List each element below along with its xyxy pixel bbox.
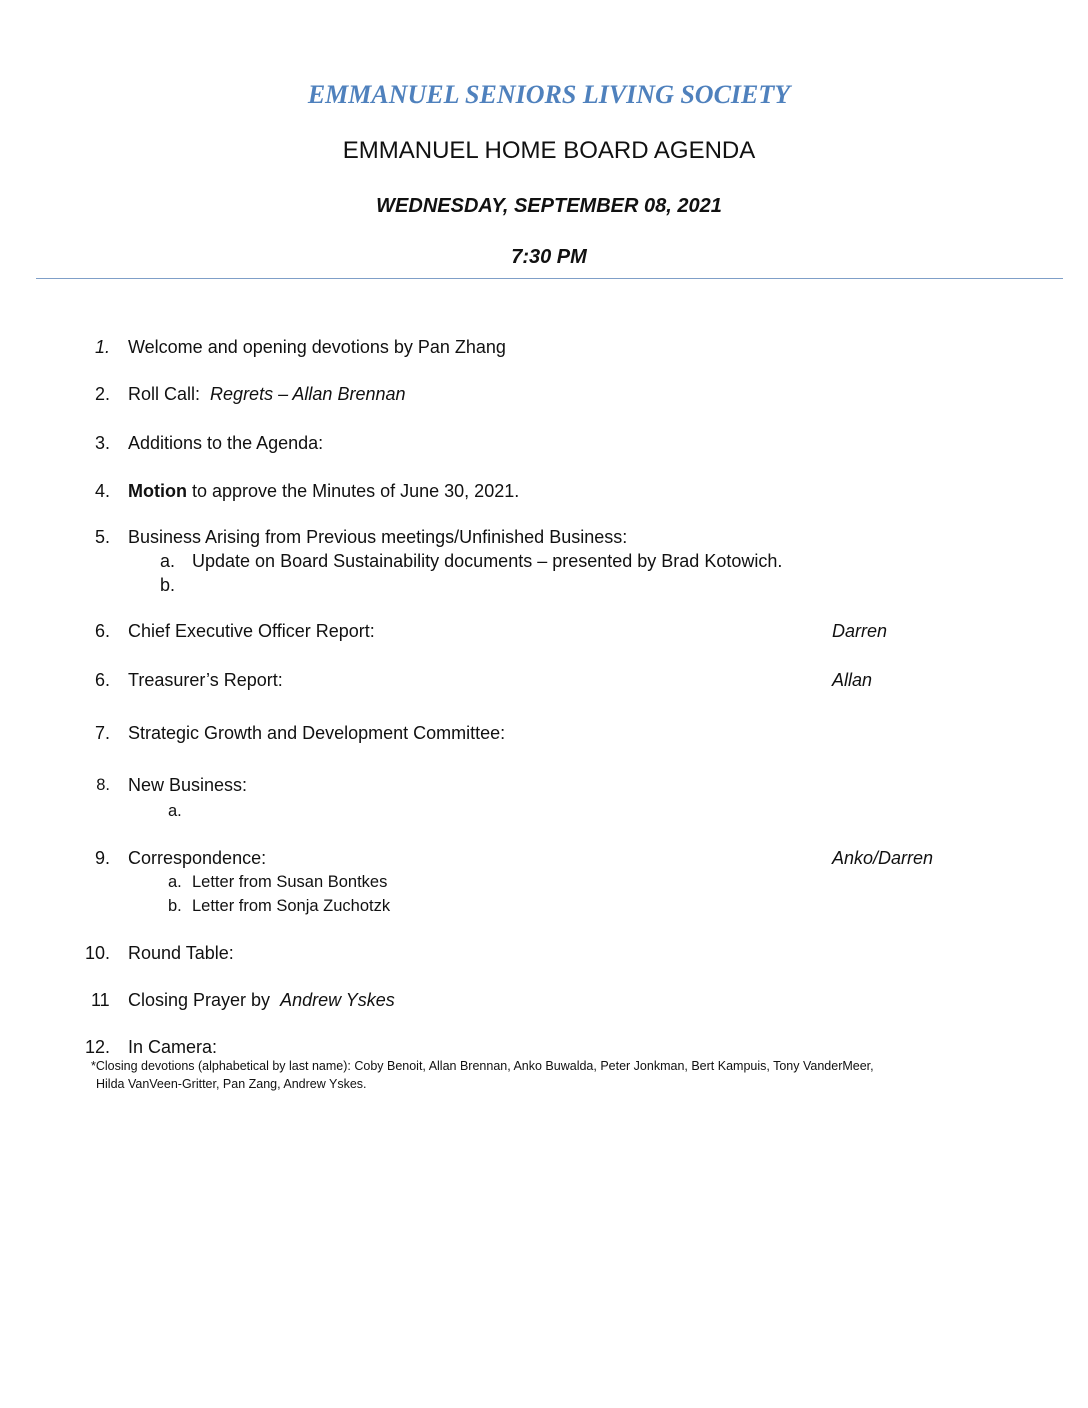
sub-item-letter-bontkes: Letter from Susan Bontkes <box>192 873 388 891</box>
motion-label: Motion <box>128 481 187 501</box>
item-number: 11 <box>91 990 110 1010</box>
agenda-item-business-arising: Business Arising from Previous meetings/Unfinished Business: <box>128 527 628 547</box>
agenda-item-new-business: New Business: <box>128 775 248 795</box>
agenda-item-correspondence: Correspondence: <box>128 848 267 868</box>
closing-devotions-note-line2: Hilda VanVeen-Gritter, Pan Zang, Andrew Yskes. <box>96 1077 367 1091</box>
roll-call-label: Roll Call: <box>128 384 201 404</box>
meeting-date: WEDNESDAY, SEPTEMBER 08, 2021 <box>376 195 722 217</box>
motion-text: to approve the Minutes of June 30, 2021. <box>192 481 520 501</box>
item-number: 12. <box>84 1037 110 1057</box>
meeting-time: 7:30 PM <box>511 246 587 268</box>
agenda-item-closing-prayer <box>128 990 395 1011</box>
agenda-item-roll-call <box>128 384 406 405</box>
item-number: 2. <box>94 384 110 404</box>
agenda-item-treasurer-report: Treasurer’s Report: <box>128 670 283 690</box>
item-number: 9. <box>94 848 110 868</box>
header-divider <box>36 278 1063 279</box>
closing-prayer-name: Andrew Yskes <box>280 990 395 1010</box>
agenda-item-welcome: Welcome and opening devotions by Pan Zhang <box>128 337 506 357</box>
sub-item-letter-zuchotzk: Letter from Sonja Zuchotzk <box>192 897 391 915</box>
organization-title: EMMANUEL SENIORS LIVING SOCIETY <box>307 80 791 109</box>
sub-item-label: b. <box>168 897 182 915</box>
sub-item-label: a. <box>168 873 182 891</box>
assignee: Allan <box>832 670 873 690</box>
sub-item-label: a. <box>168 802 182 820</box>
item-number: 3. <box>94 433 110 453</box>
item-number: 5. <box>94 527 110 547</box>
item-number: 1. <box>94 337 110 357</box>
agenda-item-in-camera: In Camera: <box>128 1037 218 1057</box>
item-number: 6. <box>94 670 110 690</box>
agenda-item-strategic-growth: Strategic Growth and Development Committee: <box>128 723 506 743</box>
item-number: 4. <box>94 481 110 501</box>
assignee: Anko/Darren <box>832 848 934 868</box>
sub-item-sustainability: Update on Board Sustainability documents – presented by Brad Kotowich. <box>192 551 783 571</box>
item-number: 6. <box>94 621 110 641</box>
agenda-item-additions: Additions to the Agenda: <box>128 433 324 453</box>
agenda-item-ceo-report: Chief Executive Officer Report: <box>128 621 375 641</box>
sub-item-label: b. <box>160 575 176 595</box>
agenda-title: EMMANUEL HOME BOARD AGENDA <box>342 137 756 164</box>
item-number: 10. <box>84 943 110 963</box>
item-number: 8. <box>96 776 110 794</box>
agenda-item-motion <box>128 481 519 502</box>
closing-devotions-note-line1: *Closing devotions (alphabetical by last name): Coby Benoit, Allan Brennan, Anko Buwalda, Peter Jonkman, Bert Kampuis, Tony VanderMeer, <box>91 1059 874 1073</box>
sub-item-label: a. <box>160 551 176 571</box>
agenda-item-round-table: Round Table: <box>128 943 234 963</box>
item-number: 7. <box>94 723 110 743</box>
regrets-text: Regrets – Allan Brennan <box>210 384 406 404</box>
assignee: Darren <box>832 621 888 641</box>
closing-prayer-label: Closing Prayer by <box>128 990 271 1010</box>
